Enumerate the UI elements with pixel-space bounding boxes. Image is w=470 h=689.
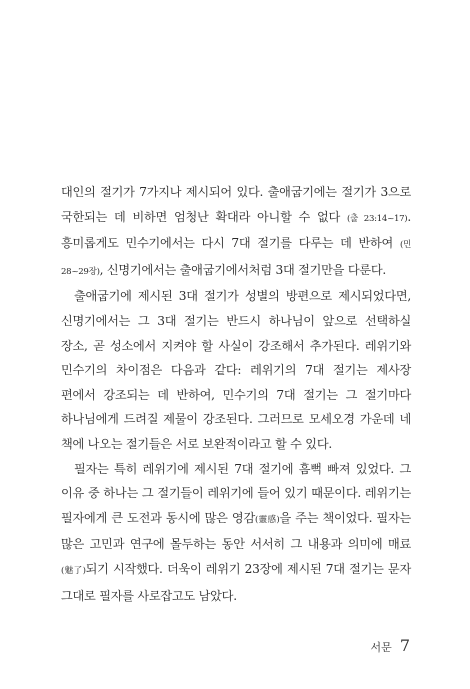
text-run: 을 주는 책이었다. 필자는 많은 고민과 연구에 몰두하는 동안 서서히 그 내용과 의미에 매료: [61, 510, 411, 552]
scripture-reference: (출 23:14~17): [347, 213, 408, 224]
scripture-reference: (민 28~29장): [61, 240, 411, 277]
running-head: 서문: [370, 641, 392, 654]
page-footer: [371, 636, 410, 655]
hanja-gloss: (魅了): [61, 565, 86, 576]
text-run: 되기 시작했다. 더욱이 레위기 23장에 제시된 7대 절기는 문자 그대로 필자를 사로잡고도 남았다.: [61, 561, 411, 603]
text-run: . 흥미롭게도 민수기에서는 다시 7대 절기를 다루는 데 반하여: [61, 209, 411, 251]
text-run: 필자는 특히 레위기에 제시된 7대 절기에 흠뻑 빠져 있었다. 그 이유 중 하나는 그 절기들이 레위기에 들어 있기 때문이다. 레위기는 필자에게 큰 도전과 동시에 많은 영감: [61, 461, 411, 525]
page-number: 7: [399, 636, 410, 655]
paragraph-3: [61, 457, 411, 609]
paragraph-1: [61, 180, 411, 284]
body-text: [61, 180, 411, 608]
hanja-gloss: (靈感): [254, 514, 280, 525]
paragraph-2: [61, 284, 411, 456]
text-run: 출애굽기에 제시된 3대 절기가 성별의 방편으로 제시되었다면, 신명기에서는 그 3대 절기는 반드시 하나님이 앞으로 선택하실 장소, 곧 성소에서 지켜야 할 사실이 강조해서 추가된다. 레위기와 민수기의 차이점은 다음과 같다: 레위기의 7대 절기는 제사장 편에서 강조되는 데 반하여, 민수기의 7대 절기는 그 절기마다 하나님에게 드려질 제물이 강조된다. 그러므로 모세오경 가운데 네 책에 나오는 절기들은 서로 보완적이라고 할 수 있다.: [61, 289, 411, 451]
text-run: 대인의 절기가 7가지나 제시되어 있다. 출애굽기에는 절기가 3으로 국한되는 데 비하면 엄청난 확대라 아니할 수 없다: [61, 185, 411, 224]
text-run: , 신명기에서는 출애굽기에서처럼 3대 절기만을 다룬다.: [99, 262, 387, 277]
